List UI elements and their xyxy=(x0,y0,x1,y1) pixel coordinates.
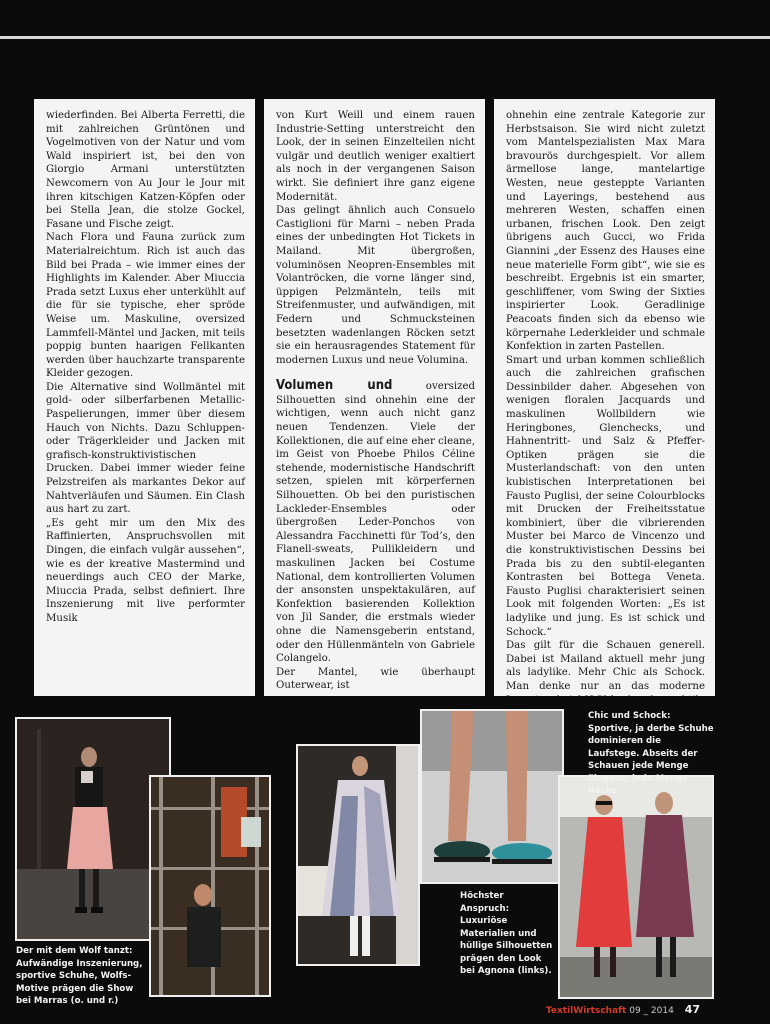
photo-agnona-coat xyxy=(296,744,420,966)
caption-agnona: Höchster Anspruch: Luxuriöse Materialien und hüllige Silhouetten prägen den Look bei Agnona (links). xyxy=(460,891,553,976)
photo-street-style xyxy=(558,775,714,999)
photo-sporty-shoes xyxy=(420,709,564,884)
lead-text: oversized Silhouetten sind ohnehin eine der wichtigen, wenn auch nicht ganz neuen Tendenzen. Viele der Kollektionen, die auf eine eher cleane, im Geist von Phoebe Philos Céline stehende, modernistische Handschrift setzen, spielen mit körperfernen Silhouetten. Ob bei den puristischen Lackleder-Ensembles oder übergroßen Leder-Ponchos von Alessandra Facchinetti für Tod’s, den Flanell-sweats, Pullikleidern und maskulinen Jacken bei Costume National, dem kontrollierten Volumen der ansonsten unspektakulären, auf Konfektion basierenden Kollektion von Jil Sander, die erstmals wieder ohne die Namensgeberin entstand, oder den Hüllenmänteln von Gabriele Colangelo. xyxy=(276,381,476,665)
paragraph: Smart und urban kommen schließlich auch die zahlreichen grafischen Dessinbilder daher. Abgesehen von wenigen floralen Jacquards und maskulinen Wollbildern wie Heringbones, Glenchecks, und Hahnentritt- und Salz & Pfeffer-Optiken prägen sie die Musterlandschaft: von den unten kubistischen Interpretationen bei Fausto Puglisi, der seine Colourblocks mit Drucken der Freiheitsstatue kombiniert, über die vibrierenden Muster bei Marco de Vincenzo und die konstruktivistischen Dessins bei Prada bis zu den subtil-eleganten Kontrasten bei Bottega Veneta. Fausto Puglisi charakterisiert seinen Look mit folgenden Worten: „Es ist ladylike und jung. Es ist schick und Schock.“ xyxy=(506,354,705,638)
page-number: 47 xyxy=(684,1003,700,1016)
text-column-3 xyxy=(494,99,715,696)
photo-marras-scaffold xyxy=(149,775,271,997)
issue-number: 09 _ 2014 xyxy=(629,1006,674,1016)
paragraph-with-lead xyxy=(276,379,475,665)
text-column-1 xyxy=(34,99,255,696)
caption-chic-schock: Chic und Schock: Sportive, ja derbe Schuhe dominieren die Laufstege. Abseits der Schauen jede Menge Eleganz, jede Menge Röcke. xyxy=(588,711,714,796)
paragraph: Die Alternative sind Wollmäntel mit gold- oder silberfarbenen Metallic-Paspelierungen, immer über diesem Hauch von Nichts. Dazu Schluppen- oder Trägerkleider und Jacken mit grafisch-konstruktivistischen Drucken. Dabei immer wieder feine Pelzstreifen als markantes Dekor auf Nahtverläufen und Säumen. Ein Clash aus hart zu zart. xyxy=(46,381,245,516)
magazine-brand: TextilWirtschaft xyxy=(545,1006,627,1016)
lead-in: Volumen und xyxy=(276,378,393,394)
paragraph: von Kurt Weill und einem rauen Industrie-Setting unterstreicht den Look, der in seinen Einzelteilen nicht vulgär und deutlich weniger exaltiert als noch in der vergangenen Saison wirkt. Sie definiert ihre ganz eigene Modernität. xyxy=(276,110,475,203)
paragraph-final xyxy=(506,639,705,696)
final-text: Das gilt für die Schauen generell. Dabei ist Mailand aktuell mehr jung als ladylike. Mehr Chic als Schock. Man denke nur an das moderne xyxy=(506,640,705,692)
paragraph: Nach Flora und Fauna zurück zum Materialreichtum. Rich ist auch das Bild bei Prada – wie immer eines der Highlights im Kalender. Aber Miuccia Prada setzt Luxus eher unterkühlt auf die für sie typische, eher spröde Weise um. Maskuline, oversized Lammfell-Mäntel und Jacken, mit teils poppig bunten haarigen Fellkanten werden über hauchzarte transparente Kleider gezogen. xyxy=(46,232,245,380)
text-column-2 xyxy=(264,99,485,696)
paragraph: wiederfinden. Bei Alberta Ferretti, die mit zahlreichen Grüntönen und Vogelmotiven von der Natur und vom Wald inspiriert ist, bei den von Giorgio Armani unterstützten Newcomern von Au Jour le Jour mit ihren kitschigen Katzen-Köpfen oder bei Stella Jean, die stolze Gockel, Fasane und Fische zeigt. xyxy=(46,110,245,230)
caption-marras: Der mit dem Wolf tanzt: Aufwändige Inszenierung, sportive Schuhe, Wolfs-Motive prägen die Show bei Marras (o. und r.) xyxy=(16,946,143,1006)
top-rule xyxy=(0,36,770,39)
paragraph: „Es geht mir um den Mix des Raffinierten, Anspruchsvollen mit Dingen, die einfach vulgär aussehen“, wie es der kreative Mastermind und neuerdings auch CEO der Marke, Miuccia Prada, selbst definiert. Ihre Inszenierung mit live performter Musik xyxy=(46,517,245,624)
page-folio xyxy=(546,1003,700,1016)
photo-marras-runway xyxy=(15,717,171,941)
paragraph: ohnehin eine zentrale Kategorie zur Herbstsaison. Sie wird nicht zuletzt vom Mantelspezialisten Max Mara bravourös durchgespielt. Vor allem ärmellose lange, mantelartige Westen, neue gesteppte Varianten und Layerings, bestehend aus mehreren Westen, schaffen einen urbanen, frischen Look. Den zeigt übrigens auch Gucci, wo Frida Giannini „der Essenz des Hauses eine neue materielle Form gibt“, wie sie es beschreibt. Ergebnis ist ein smarter, geschliffener, vom Swing der Sixties inspirierter Look. Geradlinige Peacoats finden sich da ebenso wie körpernahe Lederkleider und schmale Konfektion in zarten Pastellen. xyxy=(506,110,705,353)
paragraph: Der Mantel, wie überhaupt Outerwear, ist xyxy=(276,666,475,692)
paragraph: Das gelingt ähnlich auch Consuelo Castiglioni für Marni – neben Prada eines der unbedingten Hot Tickets in Mailand. Mit übergroßen, voluminösen Neopren-Ensembles mit Volantröcken, die vorne länger sind, üppigen Pelzmänteln, teils mit Streifenmuster, und aufwändigen, mit Federn und Schmucksteinen besetzten wadenlangen Röcken setzt sie ein herausragendes Statement für modernen Luxus und neue Volumina. xyxy=(276,205,475,366)
